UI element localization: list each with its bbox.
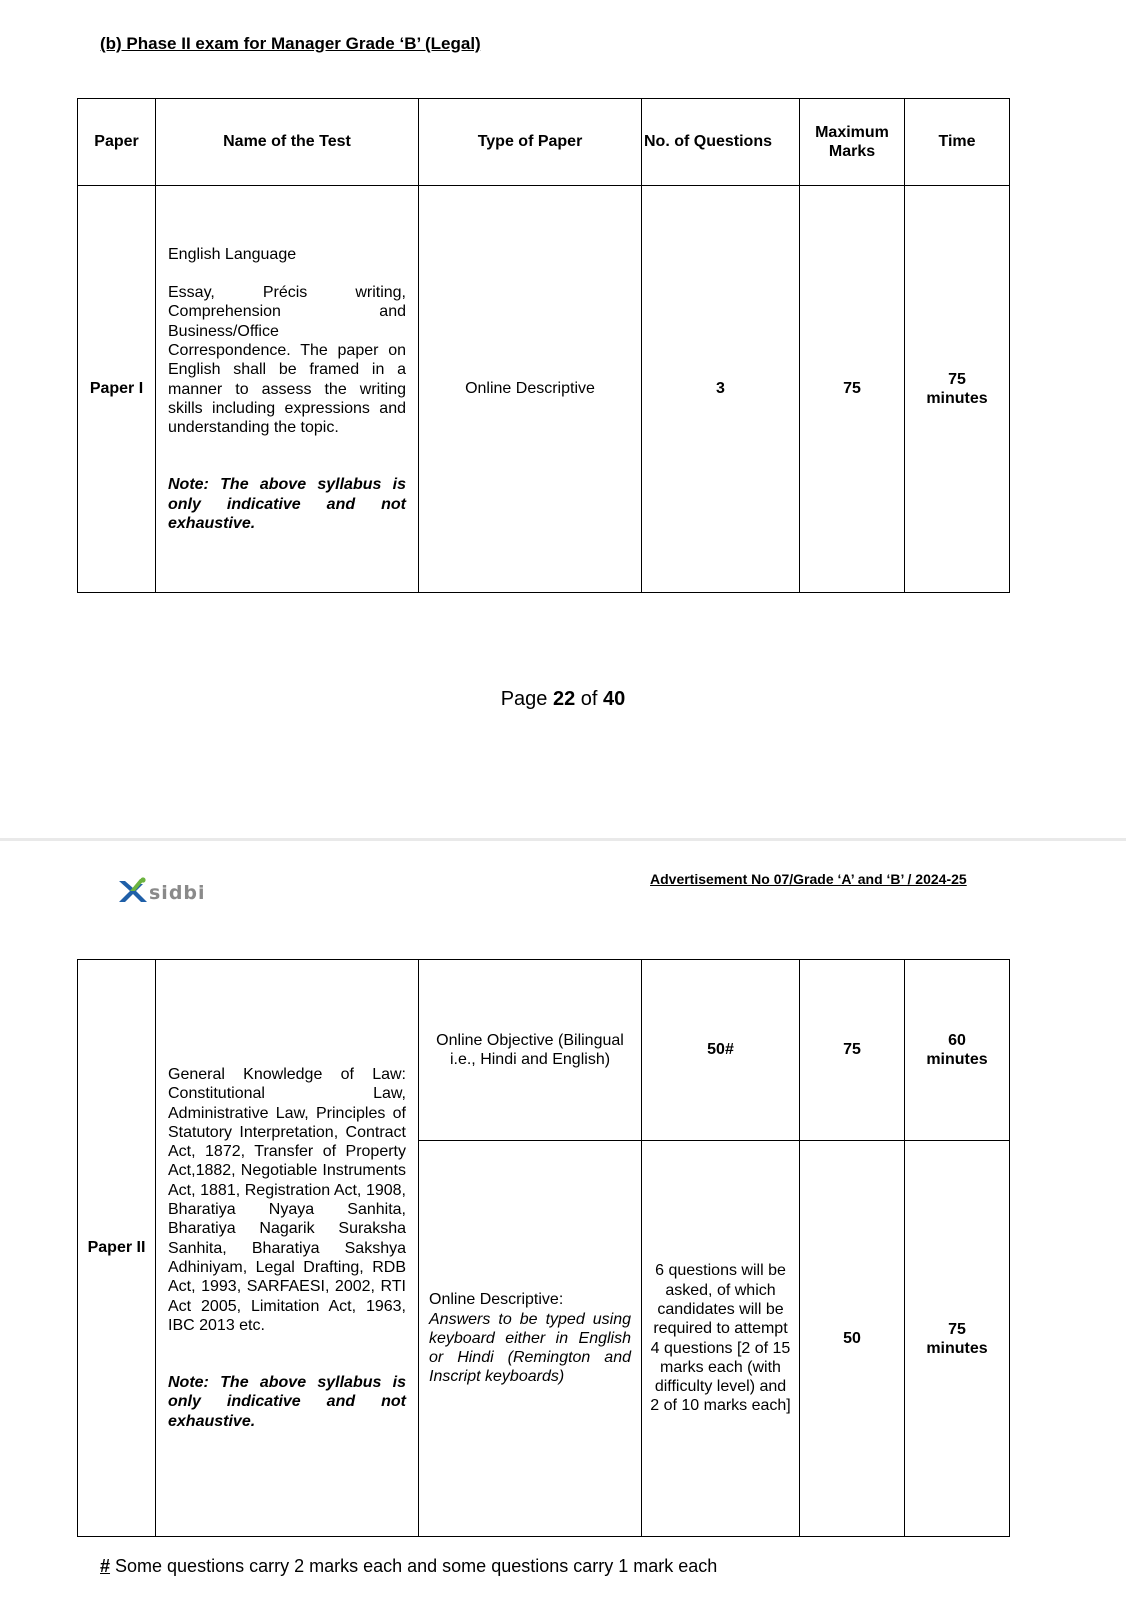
- header-time: Time: [905, 99, 1010, 186]
- header-max-marks-line2: Marks: [828, 143, 876, 160]
- paper1-note: Note: The above syllabus is only indicative and not exhaustive.: [168, 476, 406, 532]
- header-questions: No. of Questions: [642, 99, 800, 186]
- section-heading: (b) Phase II exam for Manager Grade ‘B’ (Legal): [100, 34, 481, 53]
- paper1-label: Paper I: [78, 186, 156, 593]
- paper1-questions: 3: [642, 186, 800, 593]
- paper2-descriptive-marks: 50: [800, 1141, 905, 1537]
- exam-table-bottom: [77, 959, 1010, 1537]
- paper2-descriptive-questions: 6 questions will be asked, of which candidates will be required to attempt 4 questions [2 of 15 marks each (with difficulty level) and 2 of 10 marks each]: [642, 1141, 800, 1537]
- table-row: [78, 960, 1010, 1141]
- header-max-marks-line1: Maximum: [815, 124, 889, 141]
- sidbi-logo-mark: [116, 876, 234, 906]
- advertisement-number: Advertisement No 07/Grade ‘A’ and ‘B’ / 2024-25: [650, 871, 967, 887]
- paper2-objective-time-unit: minutes: [926, 1051, 988, 1068]
- table-header-row: [78, 99, 1010, 186]
- paper2-description: General Knowledge of Law: Constitutional Law, Administrative Law, Principles of Statutory Interpretation, Contract Act, 1872, Transfer of Property Act,1882, Negotiable Instruments Act, 1881, Registration Act, 1908, Bharatiya Nyaya Sanhita, Bharatiya Nagarik Suraksha Sanhita, Bharatiya Sakshya Adhiniyam, Legal Drafting, RDB Act, 1993, SARFAESI, 2002, RTI Act 2005, Limitation Act, 1963, IBC 2013 etc.: [168, 1065, 406, 1334]
- table-row: [78, 186, 1010, 593]
- sidbi-logo: [116, 876, 234, 906]
- paper2-objective-marks: 75: [800, 960, 905, 1141]
- exam-table-top: [77, 98, 1010, 593]
- paper1-type: Online Descriptive: [419, 186, 642, 593]
- paper2-note: Note: The above syllabus is only indicative and not exhaustive.: [168, 1374, 406, 1430]
- page-number-prefix: Page: [500, 688, 553, 710]
- page-number-current: 22: [552, 688, 576, 710]
- paper2-label: Paper II: [78, 960, 156, 1537]
- paper1-time: [905, 186, 1010, 593]
- paper1-description: Essay, Précis writing, Comprehension and Business/Office Correspondence. The paper on English shall be framed in a manner to assess the writing skills including expressions and understanding the topic.: [168, 284, 406, 437]
- paper2-descriptive-time-value: 75: [948, 1320, 966, 1338]
- paper2-test-cell: [156, 960, 419, 1537]
- header-max-marks: [800, 99, 905, 186]
- paper2-objective-time-value: 60: [948, 1032, 966, 1049]
- paper1-test-cell: [156, 186, 419, 593]
- page-number-middle: of: [575, 688, 604, 710]
- header-paper: Paper: [78, 99, 156, 186]
- header-type: Type of Paper: [419, 99, 642, 186]
- paper1-subject: English Language: [168, 245, 297, 263]
- footnote-text: Some questions carry 2 marks each and some questions carry 1 mark each: [110, 1556, 718, 1576]
- paper2-objective-type: Online Objective (Bilingual i.e., Hindi and English): [419, 960, 642, 1141]
- paper1-time-unit: minutes: [926, 390, 988, 407]
- footnote: [100, 1556, 717, 1577]
- page-number-total: 40: [603, 688, 626, 710]
- paper2-descriptive-time: [905, 1141, 1010, 1537]
- paper2-objective-questions: 50#: [642, 960, 800, 1141]
- paper2-descriptive-type: [419, 1141, 642, 1537]
- paper2-descriptive-type-detail: Answers to be typed using keyboard either in English or Hindi (Remington and Inscript keyboards): [429, 1310, 631, 1386]
- paper2-descriptive-type-label: Online Descriptive:: [429, 1291, 564, 1309]
- sidbi-logo-text: sidbi: [149, 882, 206, 904]
- page-separator: [0, 838, 1126, 841]
- paper1-marks: 75: [800, 186, 905, 593]
- paper2-descriptive-time-unit: minutes: [926, 1339, 988, 1357]
- page-number: [0, 688, 1126, 711]
- paper2-objective-time: [905, 960, 1010, 1141]
- header-test-name: Name of the Test: [156, 99, 419, 186]
- paper1-time-value: 75: [948, 371, 966, 388]
- footnote-symbol: #: [100, 1556, 111, 1576]
